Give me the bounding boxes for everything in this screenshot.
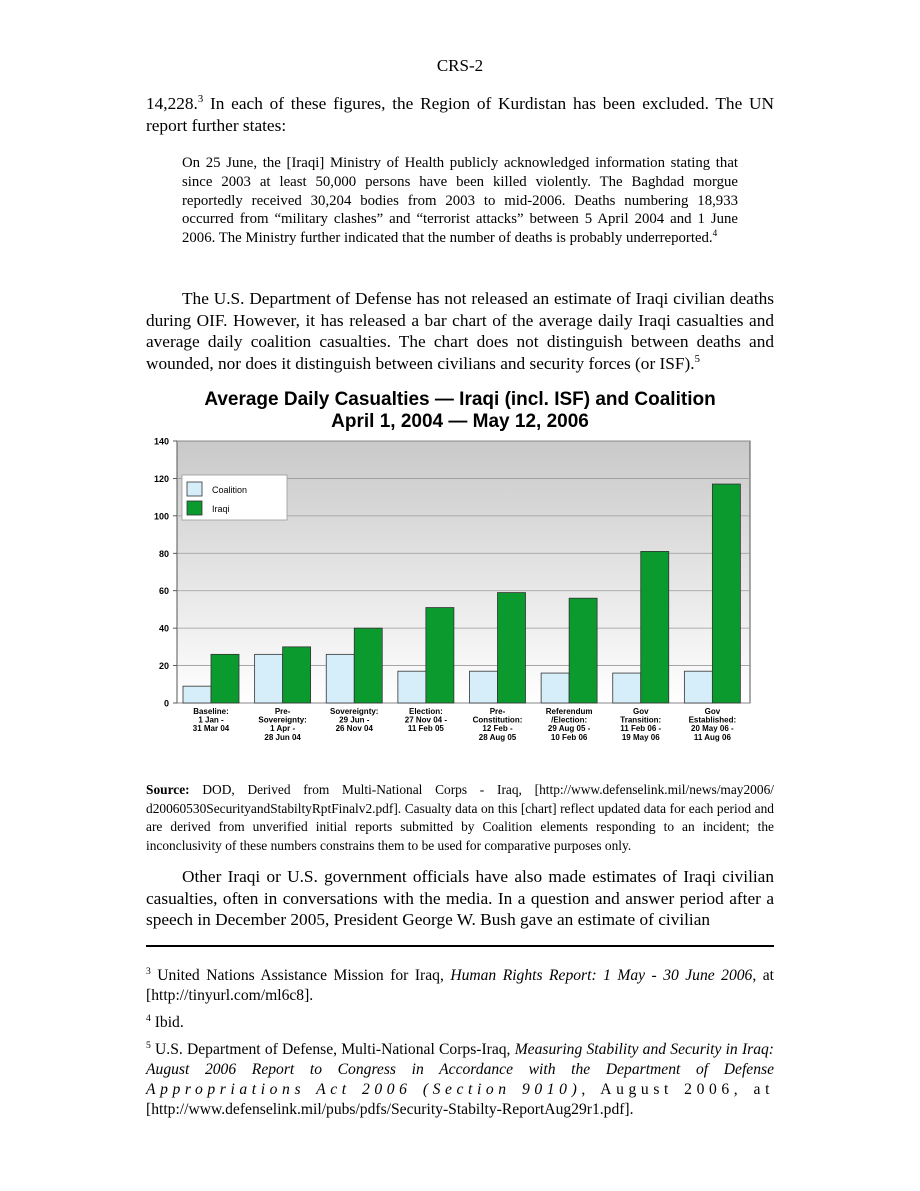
dod-paragraph <box>146 288 774 374</box>
x-category-label: Gov Established: 20 May 06 -11 Aug 06 <box>688 707 737 742</box>
footnote-5-link: [http://www.defenselink.mil/pubs/pdfs/Security-Stabilty-ReportAug29r1.pdf]. <box>146 1101 634 1118</box>
bar-coalition-2 <box>255 654 283 703</box>
bar-coalition-7 <box>613 673 641 703</box>
bar-iraqi-2 <box>283 647 311 703</box>
footnote-5 <box>146 1040 774 1120</box>
footnote-3 <box>146 966 774 1006</box>
legend-swatch-iraqi <box>187 501 202 515</box>
footnote-3-number: 3 <box>146 965 151 977</box>
footnote-ref-4[interactable]: 4 <box>712 228 718 239</box>
bar-coalition-8 <box>684 671 712 703</box>
footnote-3-pre: United Nations Assistance Mission for Iraq, <box>150 967 451 984</box>
chart-title <box>146 389 774 433</box>
x-category-label: Sovereignty: 29 Jun -26 Nov 04 <box>330 707 379 734</box>
officials-paragraph: Other Iraqi or U.S. government officials have also made estimates of Iraqi civilian casualties, often in conversations with the media. In a question and answer period after a speech in December 2005, President George W. Bush gave an estimate of civilian <box>146 867 774 929</box>
footnote-5-title-a: Measuring Stability and Security in Iraq: August 2006 Report to Congress in Accordance with the Department of Defense <box>146 1041 774 1078</box>
footnote-divider <box>146 945 774 947</box>
bar-coalition-6 <box>541 673 569 703</box>
intro-text-start: 14,228. <box>146 94 198 113</box>
footnote-3-title: Human Rights Report: 1 May - 30 June 2006 <box>450 967 753 984</box>
x-category-label: Referendum /Election: 29 Aug 05 -10 Feb 06 <box>545 707 593 742</box>
bar-iraqi-8 <box>712 484 740 703</box>
casualties-bar-chart <box>140 432 760 752</box>
page-header: CRS-2 <box>436 56 484 75</box>
footnote-3-post: , at [http://tinyurl.com/ml6c8]. <box>146 967 774 1004</box>
bar-iraqi-4 <box>426 608 454 703</box>
bar-iraqi-6 <box>569 598 597 703</box>
footnote-5-title-b: Appropriations Act 2006 (Section 9010) <box>146 1081 582 1098</box>
legend-label-coalition: Coalition <box>212 485 248 495</box>
y-tick-label: 0 <box>163 698 169 709</box>
footnote-4-text: Ibid. <box>150 1014 184 1031</box>
footnote-5-pre: U.S. Department of Defense, Multi-National Corps-Iraq, <box>150 1041 515 1058</box>
quote-text: On 25 June, the [Iraqi] Ministry of Health publicly acknowledged information stating that since 2003 at least 50,000 persons have been killed violently. The Baghdad morgue reportedly received 30,204 bodies from 2003 to mid-2006. Deaths numbering 18,933 occurred from “military clashes” and “terrorist attacks” between 5 April 2004 and 1 June 2006. The Ministry further indicated that the number of deaths is probably underreported. <box>182 155 738 247</box>
bar-iraqi-3 <box>354 628 382 703</box>
x-category-label: Pre-Constitution: 12 Feb -28 Aug 05 <box>472 707 523 742</box>
footnote-4 <box>146 1013 774 1033</box>
bar-coalition-3 <box>326 654 354 703</box>
footnote-4-number: 4 <box>146 1012 151 1024</box>
x-category-label: Baseline: 1 Jan -31 Mar 04 <box>192 707 230 734</box>
y-axis-ticks <box>154 437 177 709</box>
footnote-ref-5[interactable]: 5 <box>694 352 700 365</box>
intro-paragraph <box>146 93 774 136</box>
x-axis-labels <box>193 707 736 742</box>
y-tick-label: 80 <box>158 548 169 559</box>
footnote-ref-3[interactable]: 3 <box>197 93 204 106</box>
bar-coalition-5 <box>470 671 498 703</box>
source-text: DOD, Derived from Multi-National Corps - Iraq, [http://www.defenselink.mil/news/may2006/ d20060530SecurityandStabiltyRptFinalv2.pdf]. Casualty data on this [chart] reflect updated data for each period and are derived from unverified initial reports submitted by Coalition elements responding to an incident; the inconclusivity of these numbers constrains them to be used for comparative purposes only. <box>146 782 774 853</box>
x-category-label: Gov Transition: 11 Feb 06 -19 May 06 <box>620 707 662 742</box>
chart-legend <box>182 475 287 520</box>
chart-source-note <box>146 781 774 855</box>
legend-swatch-coalition <box>187 482 202 496</box>
dod-paragraph-text: The U.S. Department of Defense has not released an estimate of Iraqi civilian deaths during OIF. However, it has released a bar chart of the average daily Iraqi casualties and average daily coalition casualties. The chart does not distinguish between deaths and wounded, nor does it distinguish between civilians and security forces (or ISF). <box>146 289 774 373</box>
bar-coalition-4 <box>398 671 426 703</box>
legend-label-iraqi: Iraqi <box>212 504 230 514</box>
y-tick-label: 40 <box>158 623 169 634</box>
x-category-label: Pre-Sovereignty: 1 Apr -28 Jun 04 <box>258 707 307 742</box>
bar-iraqi-1 <box>211 654 239 703</box>
bar-coalition-1 <box>183 686 211 703</box>
chart-subtitle-line: April 1, 2004 — May 12, 2006 <box>331 411 589 432</box>
bar-iraqi-5 <box>498 593 526 703</box>
y-tick-label: 60 <box>158 586 169 597</box>
source-label: Source: <box>146 782 190 797</box>
y-tick-label: 140 <box>153 436 169 447</box>
bar-iraqi-7 <box>641 551 669 703</box>
chart-title-line: Average Daily Casualties — Iraqi (incl. ISF) and Coalition <box>204 389 716 410</box>
y-tick-label: 120 <box>153 473 169 484</box>
x-category-label: Election: 27 Nov 04 -11 Feb 05 <box>404 707 447 734</box>
block-quote <box>182 154 738 248</box>
intro-text-end: In each of these figures, the Region of Kurdistan has been excluded. The UN report further states: <box>146 94 774 135</box>
y-tick-label: 20 <box>158 661 169 672</box>
footnote-5-number: 5 <box>146 1039 151 1051</box>
footnote-5-post-a: , August 2006, at <box>581 1081 774 1098</box>
y-tick-label: 100 <box>153 511 169 522</box>
